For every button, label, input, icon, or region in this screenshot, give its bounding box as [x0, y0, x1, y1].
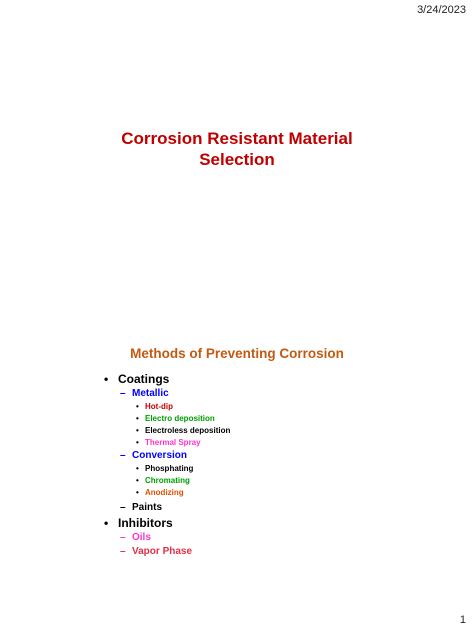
dash-marker: – — [120, 532, 126, 543]
sub-bullet-item — [136, 426, 230, 435]
outline-text: Oils — [132, 532, 151, 543]
bullet-marker: • — [136, 488, 139, 497]
dash-marker: – — [120, 450, 126, 461]
outline-text: Conversion — [132, 450, 188, 461]
dash-item — [120, 450, 187, 461]
sub-bullet-item — [136, 464, 193, 473]
bullet-marker: • — [136, 426, 139, 435]
slide-title — [0, 128, 474, 170]
dash-marker: – — [120, 388, 126, 399]
dash-item — [120, 502, 162, 513]
bullet-marker: • — [104, 372, 109, 386]
bullet-marker: • — [136, 464, 139, 473]
sub-bullet-item — [136, 488, 184, 497]
dash-item — [120, 532, 151, 543]
dash-marker: – — [120, 546, 126, 557]
outline-text: Chromating — [145, 476, 190, 485]
outline-text: Vapor Phase — [132, 546, 193, 557]
outline-text: Paints — [132, 502, 163, 513]
outline-text: Metallic — [132, 388, 169, 399]
outline-text: Thermal Spray — [145, 438, 201, 447]
outline-text: Anodizing — [145, 488, 184, 497]
bullet-marker: • — [136, 414, 139, 423]
bullet-marker: • — [104, 516, 109, 530]
section-subtitle: Methods of Preventing Corrosion — [130, 346, 344, 361]
sub-bullet-item — [136, 438, 201, 447]
bullet-item — [104, 372, 169, 386]
outline-text: Electroless deposition — [145, 426, 231, 435]
outline-text: Hot-dip — [145, 402, 173, 411]
slide-title-line-2: Selection — [199, 150, 275, 169]
outline-text: Electro deposition — [145, 414, 215, 423]
sub-bullet-item — [136, 402, 173, 411]
slide-title-line-1: Corrosion Resistant Material — [121, 129, 353, 148]
bullet-marker: • — [136, 476, 139, 485]
page-number: 1 — [459, 614, 466, 626]
slide-date: 3/24/2023 — [417, 4, 466, 16]
bullet-marker: • — [136, 438, 139, 447]
bullet-item — [104, 516, 173, 530]
dash-item — [120, 388, 169, 399]
outline-text: Coatings — [118, 372, 170, 386]
dash-marker: – — [120, 502, 126, 513]
sub-bullet-item — [136, 414, 215, 423]
sub-bullet-item — [136, 476, 190, 485]
outline-text: Phosphating — [145, 464, 194, 473]
dash-item — [120, 546, 192, 557]
outline-text: Inhibitors — [118, 516, 173, 530]
bullet-marker: • — [136, 402, 139, 411]
